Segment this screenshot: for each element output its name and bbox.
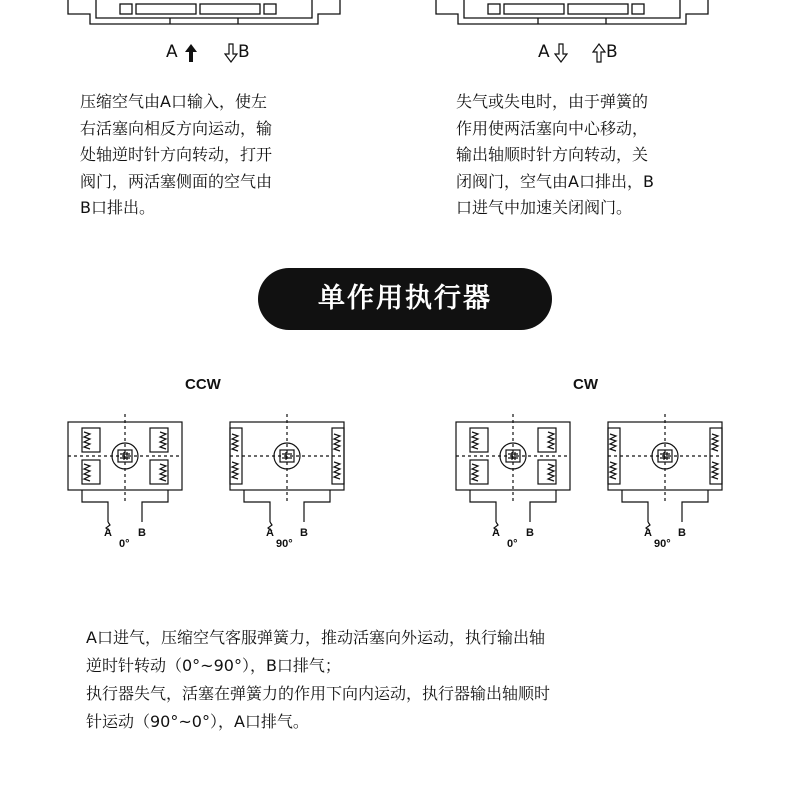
top-left-description: 压缩空气由A口输入，使左 右活塞向相反方向运动，输 处轴逆时针方向转动，打开 阀门，两活塞侧面的空气由 B口排出。 xyxy=(80,92,273,217)
port-a-label: A xyxy=(492,527,500,539)
solid-up-arrow-icon xyxy=(184,43,198,63)
bottom-description xyxy=(86,624,726,736)
actuator-diagram-cw-90 xyxy=(600,410,730,555)
top-right-port-labels xyxy=(534,40,634,66)
port-b-label: B xyxy=(300,527,308,539)
bottom-line-3: 执行器失气，活塞在弹簧力的作用下向内运动，执行器输出轴顺时 xyxy=(86,684,551,703)
bottom-line-4: 针运动（90°~0°），A口排气。 xyxy=(86,712,309,731)
hollow-down-arrow-icon xyxy=(554,43,568,63)
port-b-label: B xyxy=(526,527,534,539)
top-left-port-labels xyxy=(162,40,262,66)
hollow-down-arrow-icon xyxy=(224,43,238,63)
section-title: 单作用执行器 xyxy=(258,268,552,330)
actuator-diagram-ccw-90 xyxy=(222,410,352,555)
angle-label: 0° xyxy=(119,538,130,550)
angle-label: 90° xyxy=(654,538,671,550)
ccw-label: CCW xyxy=(185,376,221,393)
angle-label: 0° xyxy=(507,538,518,550)
angle-label: 90° xyxy=(276,538,293,550)
actuator-diagram-cw-0 xyxy=(448,410,578,555)
actuator-diagram-ccw-0 xyxy=(60,410,190,555)
bottom-line-2: 逆时针转动（0°~90°），B口排气； xyxy=(86,656,341,675)
port-a-label: A xyxy=(538,42,551,62)
top-right-actuator-figure xyxy=(428,0,718,34)
port-a-label: A xyxy=(166,42,179,62)
port-a-label: A xyxy=(644,527,652,539)
port-b-label: B xyxy=(138,527,146,539)
port-a-label: A xyxy=(104,527,112,539)
top-right-description: 失气或失电时，由于弹簧的 作用使两活塞向中心移动， 输出轴顺时针方向转动，关 闭阀门，空气由A口排出，B 口进气中加速关闭阀门。 xyxy=(456,92,654,217)
port-b-label: B xyxy=(238,42,251,62)
port-a-label: A xyxy=(266,527,274,539)
bottom-line-1: A口进气，压缩空气客服弹簧力，推动活塞向外运动，执行输出轴 xyxy=(86,628,545,647)
cw-label: CW xyxy=(573,376,598,393)
top-left-actuator-figure xyxy=(60,0,350,34)
hollow-up-arrow-icon xyxy=(592,43,606,63)
port-b-label: B xyxy=(678,527,686,539)
port-b-label: B xyxy=(606,42,619,62)
